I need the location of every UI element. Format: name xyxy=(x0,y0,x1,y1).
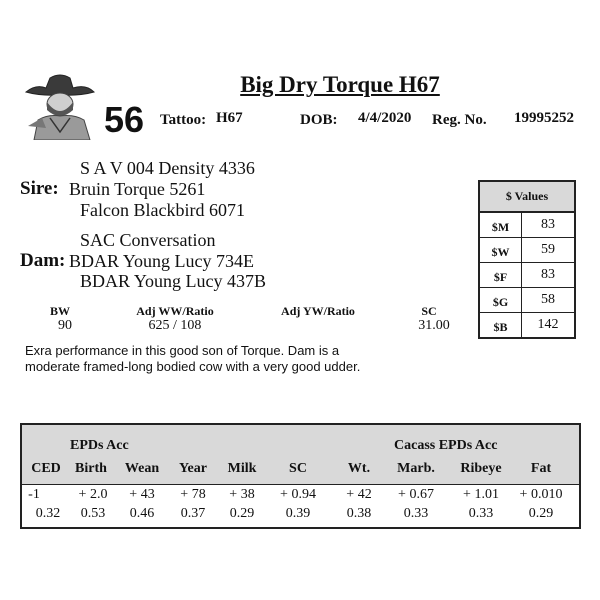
ww-value: 625 / 108 xyxy=(148,318,202,333)
reg-value: 19995252 xyxy=(514,110,574,126)
epd-accuracy: 0.38 xyxy=(346,506,372,521)
dam-name: BDAR Young Lucy 734E xyxy=(69,251,255,271)
epd-accuracy: 0.53 xyxy=(80,506,106,521)
dollar-value-row xyxy=(480,313,574,337)
reg-label: Reg. No. xyxy=(432,112,487,128)
epd-accuracy: 0.33 xyxy=(403,506,429,521)
dollar-value-label: $W xyxy=(480,238,522,262)
sire-sire: S A V 004 Density 4336 xyxy=(80,158,255,178)
dollar-value: 83 xyxy=(541,267,555,282)
sc-label: SC xyxy=(421,304,437,318)
epd-col-header: Fat xyxy=(530,461,552,476)
dam-label: Dam: xyxy=(20,250,66,271)
bw-label: BW xyxy=(49,304,70,318)
epd-col-header: Marb. xyxy=(397,461,435,476)
animal-name: Big Dry Torque H67 xyxy=(240,72,440,97)
epd-col-header: CED xyxy=(31,461,61,476)
epd-value: + 78 xyxy=(180,487,206,502)
dollar-value-label: $B xyxy=(480,313,522,337)
epd-accuracy: 0.33 xyxy=(468,506,494,521)
epd-accuracy: 0.32 xyxy=(35,506,61,521)
dam-dam: BDAR Young Lucy 437B xyxy=(80,271,267,291)
epd-col-header: Ribeye xyxy=(460,461,502,476)
dollar-value-label: $F xyxy=(480,263,522,287)
epd-col-header: Milk xyxy=(227,461,257,476)
dollar-value: 142 xyxy=(537,317,559,332)
epd-value: -1 xyxy=(28,487,40,502)
epd-value: + 0.67 xyxy=(398,487,434,502)
epd-col-header: Wean xyxy=(124,461,160,476)
epd-col-header: Year xyxy=(179,461,207,476)
remarks: Exra performance in this good son of Torque. Dam is a moderate framed-long bodied cow with a very good udder. xyxy=(25,343,361,374)
epd-value: + 0.010 xyxy=(519,487,563,502)
sc-value: 31.00 xyxy=(418,318,450,333)
dollar-values-table xyxy=(478,180,576,339)
epd-accuracy: 0.29 xyxy=(229,506,255,521)
dollar-value: 58 xyxy=(541,292,555,307)
epd-col-header: SC xyxy=(289,461,307,476)
dollar-value-label: $G xyxy=(480,288,522,312)
dollar-value-row xyxy=(480,288,574,313)
epd-value: + 43 xyxy=(129,487,155,502)
dollar-value-row xyxy=(480,238,574,263)
epd-accuracy: 0.39 xyxy=(285,506,311,521)
carcass-group-label: Cacass EPDs Acc xyxy=(394,438,498,453)
epd-col-header: Wt. xyxy=(347,461,371,476)
epd-accuracy: 0.29 xyxy=(528,506,554,521)
epd-value: + 0.94 xyxy=(280,487,316,502)
dollar-value: 83 xyxy=(541,217,555,232)
epd-group-label: EPDs Acc xyxy=(70,438,129,453)
dollar-value: 59 xyxy=(541,242,555,257)
tattoo-label: Tattoo: xyxy=(160,112,207,128)
sire-dam: Falcon Blackbird 6071 xyxy=(80,200,245,220)
tattoo-value: H67 xyxy=(216,110,243,126)
epd-value: + 38 xyxy=(229,487,255,502)
sire-label: Sire: xyxy=(20,178,59,199)
cowboy-logo xyxy=(20,70,98,140)
epd-accuracy: 0.37 xyxy=(180,506,206,521)
dob-label: DOB: xyxy=(300,112,338,128)
dollar-value-label: $M xyxy=(480,213,522,237)
sire-name: Bruin Torque 5261 xyxy=(69,179,206,199)
epd-col-header: Birth xyxy=(75,461,107,476)
dollar-values-title: $ Values xyxy=(480,182,574,213)
epd-value: + 2.0 xyxy=(78,487,108,502)
dob-value: 4/4/2020 xyxy=(358,110,412,126)
lot-number: 56 xyxy=(104,99,145,140)
yw-label: Adj YW/Ratio xyxy=(281,304,355,318)
dam-sire: SAC Conversation xyxy=(80,230,216,250)
epd-value: + 1.01 xyxy=(463,487,499,502)
bw-value: 90 xyxy=(58,318,72,333)
epd-value: + 42 xyxy=(346,487,372,502)
epd-table xyxy=(20,423,581,529)
epd-accuracy: 0.46 xyxy=(129,506,155,521)
dollar-value-row xyxy=(480,263,574,288)
dollar-value-row xyxy=(480,213,574,238)
ww-label: Adj WW/Ratio xyxy=(136,304,214,318)
